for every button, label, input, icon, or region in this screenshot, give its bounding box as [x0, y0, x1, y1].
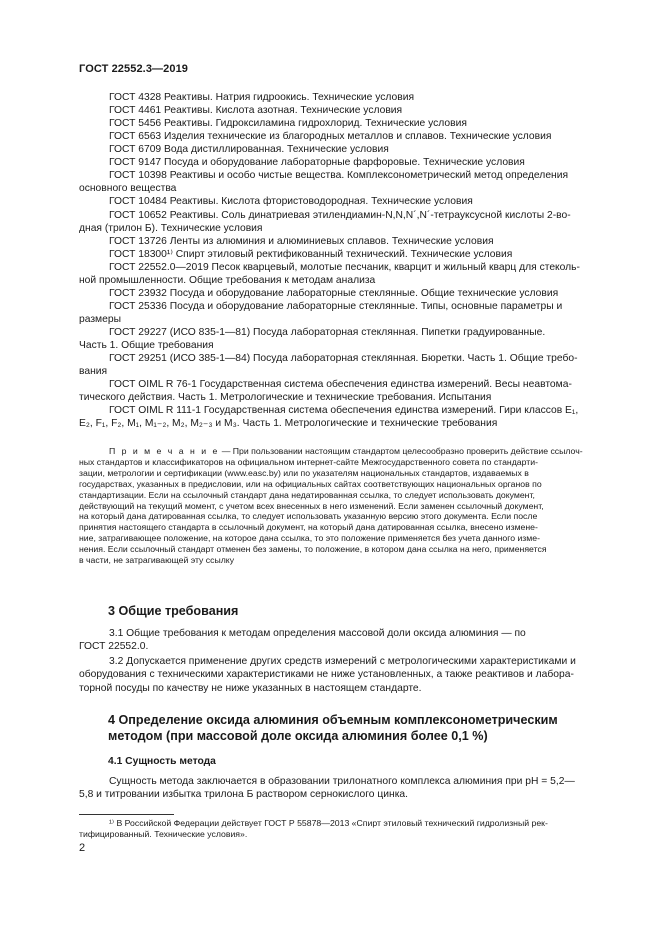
- document-header: ГОСТ 22552.3—2019: [79, 63, 189, 75]
- reference-line: ГОСТ 25336 Посуда и оборудование лабораторные стеклянные. Типы, основные параметры и: [109, 301, 563, 312]
- note-label: П р и м е ч а н и е: [109, 446, 220, 456]
- note-line: принятия настоящего стандарта в ссылочный документ, на который дана датированная ссылка, внесено измене-: [79, 522, 538, 533]
- reference-line: размеры: [79, 314, 121, 325]
- note-line: ных стандартов и классификаторов на официальном интернет-сайте Межгосударственного совета по стандарти-: [79, 456, 538, 467]
- note-block: [79, 446, 614, 566]
- note-line: в части, не затрагивающей эту ссылку: [79, 555, 235, 566]
- reference-line: ГОСТ 23932 Посуда и оборудование лабораторные стеклянные. Общие технические условия: [109, 288, 559, 299]
- note-line: государствах, указанных в предисловии, или на официальных сайтах соответствующих национальных органов по: [79, 478, 542, 489]
- reference-line: ГОСТ 10652 Реактивы. Соль динатриевая этилендиамин-N,N,N´,N´-тетрауксусной кислоты 2-во-: [109, 210, 571, 221]
- page-number: 2: [79, 842, 86, 854]
- reference-line: Часть 1. Общие требования: [79, 340, 214, 351]
- paragraph-line: 5,8 и титровании избытка трилона Б раствором сернокислого цинка.: [79, 789, 409, 801]
- note-line: П р и м е ч а н и е — При пользовании настоящим стандартом целесообразно проверить действие ссылоч-: [109, 446, 583, 456]
- reference-line: вания: [79, 366, 108, 377]
- section-4-paragraph-1: [79, 775, 614, 802]
- reference-line: ГОСТ 6563 Изделия технические из благородных металлов и сплавов. Технические условия: [109, 131, 552, 142]
- reference-line: ГОСТ OIML R 111-1 Государственная система обеспечения единства измерений. Гири классов E₁,: [109, 405, 579, 416]
- footnote-separator: [79, 814, 174, 815]
- reference-line: E₂, F₁, F₂, M₁, M₁₋₂, M₂, M₂₋₃ и M₃. Часть 1. Метрологические и технические требования: [79, 418, 498, 429]
- section-3-title: 3 Общие требования: [108, 604, 239, 618]
- paragraph-line: 3.2 Допускается применение других средств измерений с метрологическими характеристиками и: [109, 656, 576, 667]
- paragraph-line: торной посуды по качеству не ниже указанных в настоящем стандарте.: [79, 682, 422, 694]
- reference-line: ГОСТ 10484 Реактивы. Кислота фтористоводородная. Технические условия: [109, 196, 473, 207]
- note-line: нения. Если ссылочный стандарт отменен без замены, то положение, в котором дана ссылка на него, применяется: [79, 544, 547, 555]
- reference-line: ной промышленности. Общие требования к методам анализа: [79, 275, 376, 286]
- reference-line: ГОСТ OIML R 76-1 Государственная система обеспечения единства измерений. Весы неавтома-: [109, 379, 572, 390]
- paragraph-line: ГОСТ 22552.0.: [79, 641, 149, 653]
- reference-line: ГОСТ 10398 Реактивы и особо чистые вещества. Комплексонометрический метод определения: [109, 170, 569, 181]
- footnote: [79, 818, 614, 840]
- section-4-title-line-2: методом (при массовой доле оксида алюминия более 0,1 %): [108, 729, 488, 743]
- reference-line: ГОСТ 22552.0—2019 Песок кварцевый, молотые песчаник, кварцит и жильный кварц для стеколь-: [109, 262, 580, 273]
- note-line: на который дана датированная ссылка, то следует использовать указанную версию этого документа. Если после: [79, 511, 538, 522]
- reference-line: ГОСТ 29227 (ИСО 835-1—81) Посуда лабораторная стеклянная. Пипетки градуированные.: [109, 327, 546, 338]
- paragraph-line: оборудования с техническими характеристиками не ниже установленных, а также реактивов и лабора-: [79, 669, 574, 681]
- note-line: зации, метрологии и сертификации (www.easc.by) или по указателям национальных стандартов, издаваемых в: [79, 467, 529, 478]
- reference-line: ГОСТ 6709 Вода дистиллированная. Технические условия: [109, 144, 389, 155]
- section-4-title-line-1: 4 Определение оксида алюминия объемным комплексонометрическим: [108, 713, 558, 727]
- reference-line: ГОСТ 18300¹⁾ Спирт этиловый ректификованный технический. Технические условия: [109, 249, 513, 260]
- subsection-4-1-title: 4.1 Сущность метода: [108, 756, 216, 767]
- footnote-line: ¹⁾ В Российской Федерации действует ГОСТ Р 55878—2013 «Спирт этиловый технический гидролизный рек-: [109, 818, 548, 828]
- paragraph-line: 3.1 Общие требования к методам определения массовой доли оксида алюминия — по: [109, 628, 526, 639]
- reference-line: дная (трилон Б). Технические условия: [79, 223, 263, 234]
- footnote-line: тифицированный. Технические условия».: [79, 829, 248, 839]
- note-line: стандартизации. Если на ссылочный стандарт дана недатированная ссылка, то следует использовать документ,: [79, 489, 535, 500]
- reference-line: ГОСТ 29251 (ИСО 385-1—84) Посуда лабораторная стеклянная. Бюретки. Часть 1. Общие требо-: [109, 353, 578, 364]
- section-3-paragraph-2: [79, 655, 614, 695]
- reference-line: ГОСТ 4461 Реактивы. Кислота азотная. Технические условия: [109, 105, 403, 116]
- reference-line: основного вещества: [79, 183, 177, 194]
- paragraph-line: Сущность метода заключается в образовании трилонатного комплекса алюминия при pH = 5,2—: [109, 776, 575, 787]
- reference-line: ГОСТ 9147 Посуда и оборудование лабораторные фарфоровые. Технические условия: [109, 157, 525, 168]
- reference-line: ГОСТ 13726 Ленты из алюминия и алюминиевых сплавов. Технические условия: [109, 236, 494, 247]
- reference-line: тического действия. Часть 1. Метрологические и технические требования. Испытания: [79, 392, 492, 403]
- section-3-paragraph-1: [79, 627, 614, 654]
- note-line: ние, затрагивающее положение, на которое дана ссылка, то это положение применяется без учета данного изме-: [79, 533, 540, 544]
- note-line: действующий на текущий момент, с учетом всех внесенных в него изменений. Если заменен ссылочный документ,: [79, 500, 544, 511]
- reference-line: ГОСТ 4328 Реактивы. Натрия гидроокись. Технические условия: [109, 92, 415, 103]
- reference-line: ГОСТ 5456 Реактивы. Гидроксиламина гидрохлорид. Технические условия: [109, 118, 467, 129]
